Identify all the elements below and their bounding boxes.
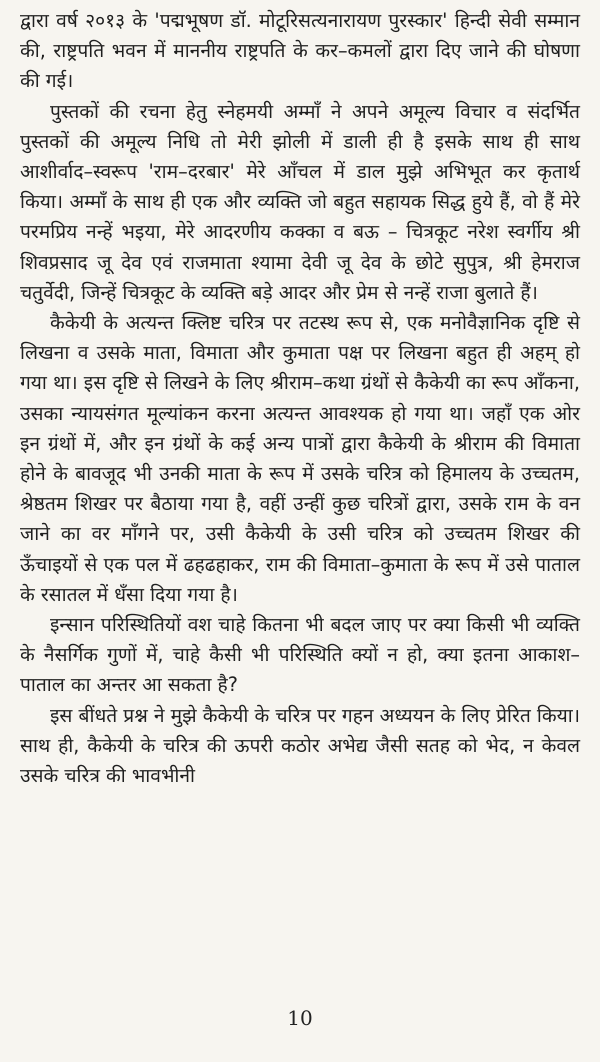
paragraph-3: कैकेयी के अत्यन्त क्लिष्ट चरित्र पर तटस्थ रूप से, एक मनोवैज्ञानिक दृष्टि से लिखना व उसके माता, विमाता और कुमाता पक्ष पर लिखना बहुत ही अहम् हो गया था। इस दृष्टि से लिखने के लिए श्रीराम–कथा ग्रंथों से कैकेयी का रूप आँकना, उसका न्यायसंगत मूल्यांकन करना अत्यन्त आवश्यक हो गया था। जहाँ एक ओर इन ग्रंथों में, और इन ग्रंथों के कई अन्य पात्रों द्वारा कैकेयी के श्रीराम की विमाता होने के बावजूद भी उनकी माता के रूप में उसके चरित्र को हिमालय के उच्चतम, श्रेष्ठतम शिखर पर बैठाया गया है, वहीं उन्हीं कुछ चरित्रों द्वारा, उसके राम के वन जाने का वर माँगने पर, उसी कैकेयी के उसी चरित्र को उच्चतम शिखर की ऊँचाइयों से एक पल में ढहढहाकर, राम की विमाता–कुमाता के रूप में उसे पाताल के रसातल में धँसा दिया गया है।: [20, 311, 580, 606]
page-number: 10: [287, 1006, 313, 1030]
body-text: [20, 6, 580, 791]
paragraph-2: पुस्तकों की रचना हेतु स्नेहमयी अम्माँ ने अपने अमूल्य विचार व संदर्भित पुस्तकों की अमूल्य निधि तो मेरी झोली में डाली ही है इसके साथ ही साथ आशीर्वाद–स्वरूप 'राम–दरबार' मेरे आँचल में डाल मुझे अभिभूत कर कृतार्थ किया। अम्माँ के साथ ही एक और व्यक्ति जो बहुत सहायक सिद्ध हुये हैं, वो हैं मेरे परमप्रिय नन्हें भइया, मेरे आदरणीय कक्का व बऊ – चित्रकूट नरेश स्वर्गीय श्री शिवप्रसाद जू देव एवं राजमाता श्यामा देवी जू देव के छोटे सुपुत्र, श्री हेमराज चतुर्वेदी, जिन्हें चित्रकूट के व्यक्ति बड़े आदर और प्रेम से नन्हें राजा बुलाते हैं।: [20, 99, 580, 304]
paragraph-5: इस बींधते प्रश्न ने मुझे कैकेयी के चरित्र पर गहन अध्ययन के लिए प्रेरित किया। साथ ही, कैकेयी के चरित्र की ऊपरी कठोर अभेद्य जैसी सतह को भेद, न केवल उसके चरित्र की भावभीनी: [20, 703, 580, 788]
paragraph-4: इन्सान परिस्थितियों वश चाहे कितना भी बदल जाए पर क्या किसी भी व्यक्ति के नैसर्गिक गुणों में, चाहे कैसी भी परिस्थिति क्यों न हो, क्या इतना आकाश–पाताल का अन्तर आ सकता है?: [20, 613, 580, 697]
paragraph-1: द्वारा वर्ष २०१३ के 'पद्मभूषण डॉ. मोटूरिसत्यनारायण पुरस्कार' हिन्दी सेवी सम्मान की, राष्ट्रपति भवन में माननीय राष्ट्रपति के कर–कमलों द्वारा दिए जाने की घोषणा की गई।: [20, 9, 580, 93]
